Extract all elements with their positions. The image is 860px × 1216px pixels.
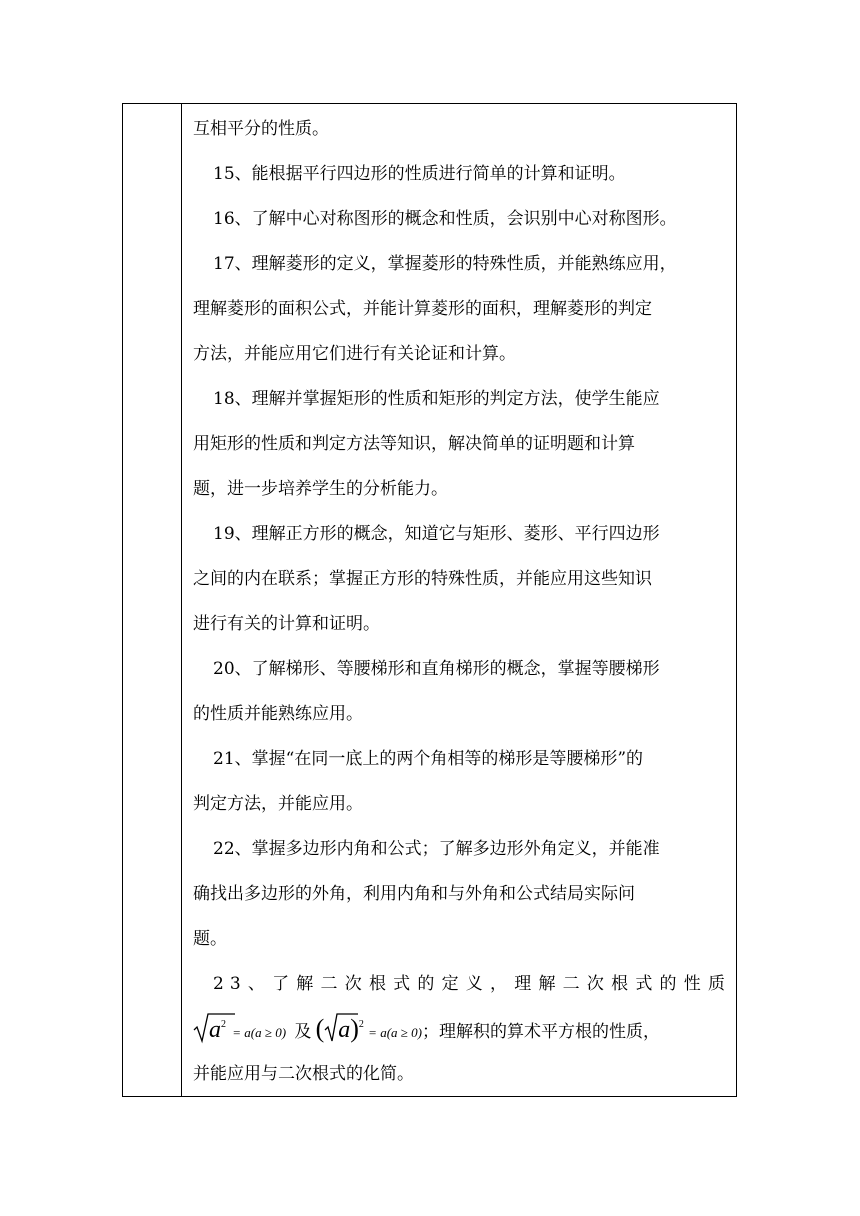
text-line: 进行有关的计算和证明。 <box>193 614 380 634</box>
sqrt-expression-1 <box>193 1015 226 1050</box>
conjunction: 及 <box>294 1022 312 1041</box>
text-line: 15、能根据平行四边形的性质进行简单的计算和证明。 <box>213 164 626 184</box>
text-line: 16、了解中心对称图形的概念和性质，会识别中心对称图形。 <box>213 209 677 229</box>
formula-line <box>193 1014 660 1050</box>
text-line: 题，进一步培养学生的分析能力。 <box>193 479 448 499</box>
exponent: 2 <box>221 1019 226 1030</box>
text-line: 21、掌握“在同一底上的两个角相等的梯形是等腰梯形”的 <box>213 749 644 769</box>
column-divider <box>181 104 182 1096</box>
formula-rhs: = a(a ≥ 0) <box>232 1025 287 1040</box>
exponent: 2 <box>358 1019 364 1030</box>
text-line: 23、了解二次根式的定义，理解二次根式的性质 <box>213 974 731 994</box>
text-line: 用矩形的性质和判定方法等知识，解决简单的证明题和计算 <box>193 434 635 454</box>
text-line: 18、理解并掌握矩形的性质和矩形的判定方法，使学生能应 <box>213 389 660 409</box>
text-line: 题。 <box>193 929 227 949</box>
text-line: 判定方法，并能应用。 <box>193 794 363 814</box>
formula-rhs: = a(a ≥ 0) <box>368 1025 422 1040</box>
radical-sign-icon <box>193 1011 235 1045</box>
text-line: 之间的内在联系；掌握正方形的特殊性质，并能应用这些知识 <box>193 569 652 589</box>
sqrt-expression-2 <box>324 1015 350 1047</box>
text-line: 并能应用与二次根式的化简。 <box>193 1064 414 1084</box>
text-line: 互相平分的性质。 <box>193 119 329 139</box>
text-line: 20、了解梯形、等腰梯形和直角梯形的概念，掌握等腰梯形 <box>213 659 660 679</box>
text-line: 17、理解菱形的定义，掌握菱形的特殊性质，并能熟练应用， <box>213 254 677 274</box>
content-table <box>122 103 737 1097</box>
text-line: 理解菱形的面积公式，并能计算菱形的面积，理解菱形的判定 <box>193 299 652 319</box>
formula-tail: ；理解积的算术平方根的性质， <box>422 1022 660 1041</box>
text-line: 的性质并能熟练应用。 <box>193 704 363 724</box>
radical-sign-icon <box>324 1011 358 1045</box>
text-line: 方法，并能应用它们进行有关论证和计算。 <box>193 344 516 364</box>
text-line: 22、掌握多边形内角和公式；了解多边形外角定义，并能准 <box>213 839 660 859</box>
paren-close: ) <box>350 1014 359 1043</box>
paren-open: ( <box>315 1014 325 1043</box>
radicand: a <box>209 1017 221 1043</box>
text-line: 确找出多边形的外角，利用内角和与外角和公式结局实际问 <box>193 884 635 904</box>
text-line: 19、理解正方形的概念，知道它与矩形、菱形、平行四边形 <box>213 524 660 544</box>
radicand: a <box>338 1017 351 1043</box>
